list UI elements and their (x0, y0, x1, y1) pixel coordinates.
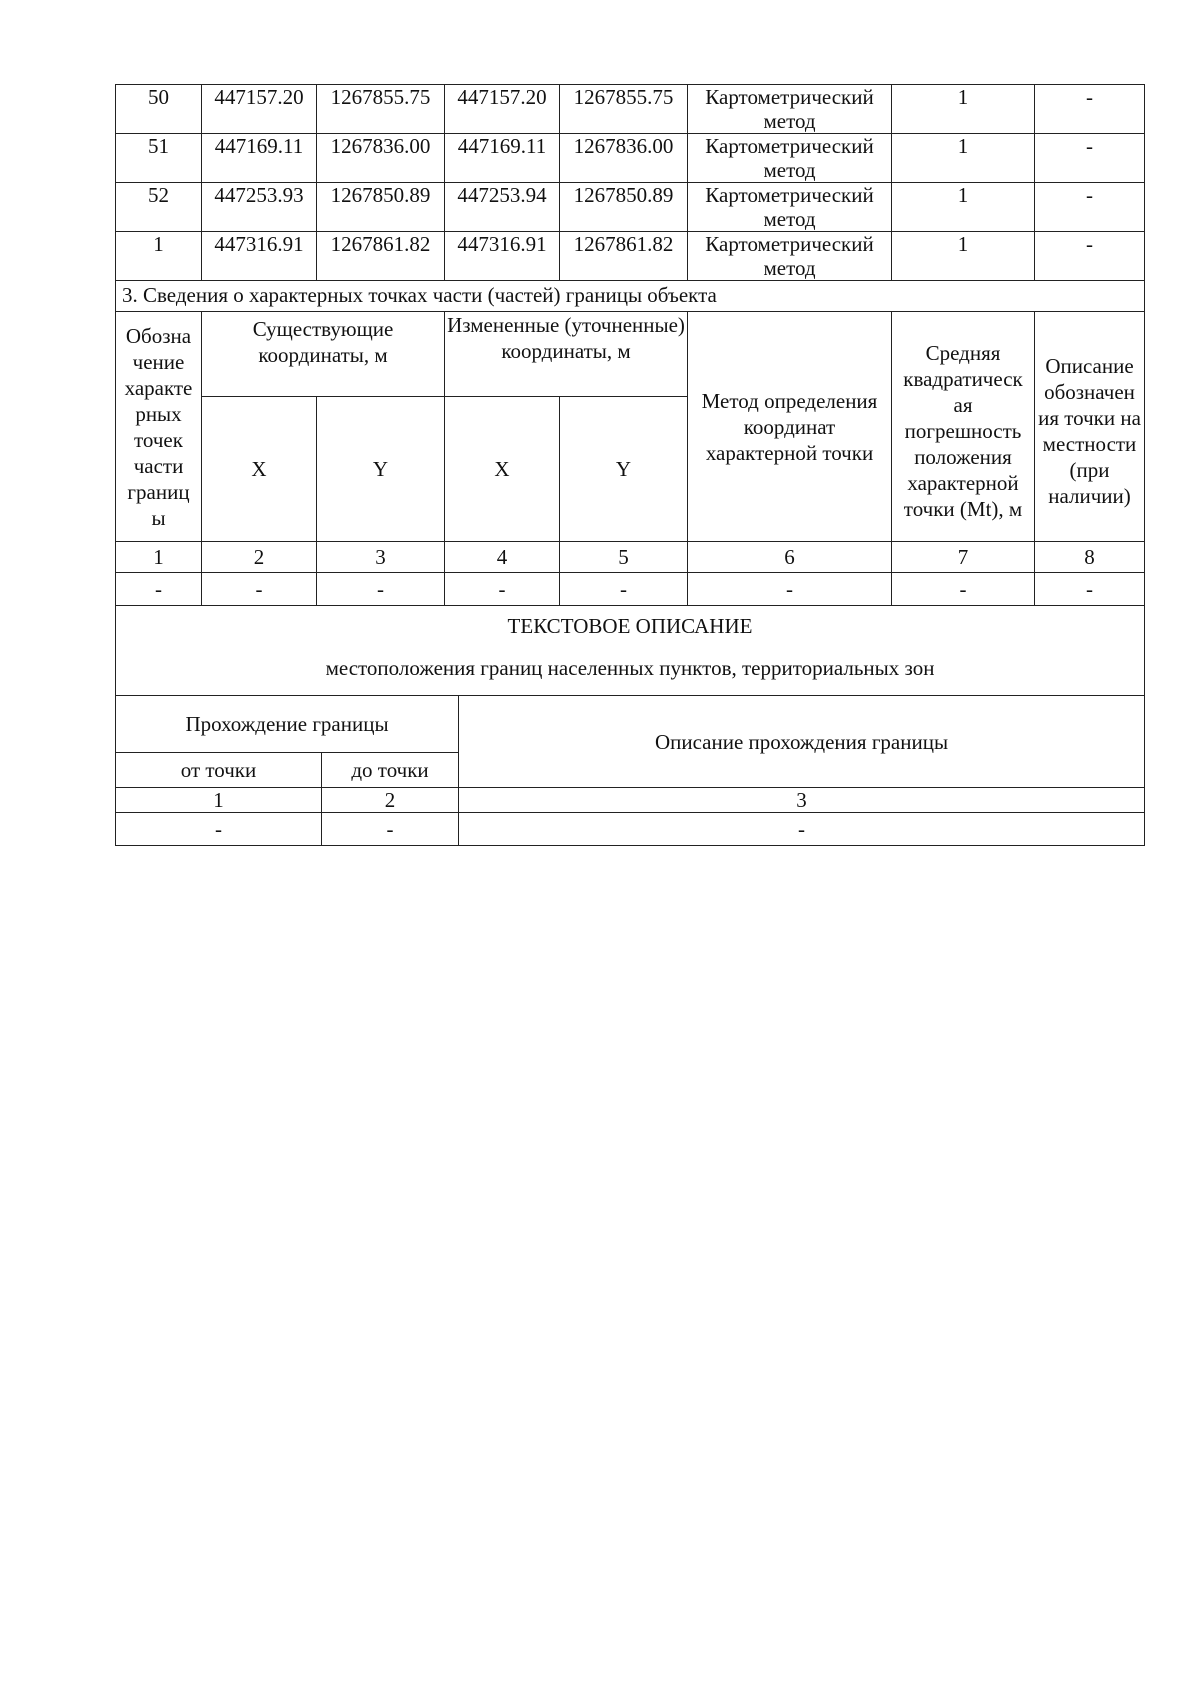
index-cell: 8 (1035, 542, 1145, 573)
section-3-title: 3. Сведения о характерных точках части (частей) границы объекта (116, 281, 1145, 312)
empty-data-row (116, 573, 1145, 606)
x-existing-cell: 447157.20 (202, 85, 317, 134)
index-cell: 5 (560, 542, 688, 573)
description-cell: - (1035, 232, 1145, 281)
index-cell: 2 (322, 788, 459, 813)
accuracy-cell: 1 (892, 85, 1035, 134)
x-changed-cell: 447169.11 (445, 134, 560, 183)
header-existing-coordinates: Существующие координаты, м (202, 312, 445, 397)
empty-cell: - (459, 813, 1145, 846)
section-3-title-row (116, 281, 1145, 312)
header-description: Описание обозначен ия точки на местности (при наличии) (1035, 312, 1145, 542)
text-description-title: ТЕКСТОВОЕ ОПИСАНИЕ (507, 614, 753, 638)
y-existing-cell: 1267850.89 (317, 183, 445, 232)
accuracy-cell: 1 (892, 232, 1035, 281)
from-point-header: от точки (116, 753, 322, 788)
boundary-description-header: Описание прохождения границы (459, 696, 1145, 788)
accuracy-cell: 1 (892, 183, 1035, 232)
point-id-cell: 1 (116, 232, 202, 281)
point-id-cell: 52 (116, 183, 202, 232)
accuracy-cell: 1 (892, 134, 1035, 183)
header-y-changed: Y (560, 397, 688, 542)
y-changed-cell: 1267855.75 (560, 85, 688, 134)
x-existing-cell: 447169.11 (202, 134, 317, 183)
boundary-passage-header: Прохождение границы (116, 696, 459, 753)
to-point-header: до точки (322, 753, 459, 788)
empty-cell: - (1035, 573, 1145, 606)
index-cell: 7 (892, 542, 1035, 573)
method-cell: Картометрический метод (688, 183, 892, 232)
index-cell: 2 (202, 542, 317, 573)
text-description-subtitle: местоположения границ населенных пунктов, территориальных зон (325, 656, 935, 680)
method-cell: Картометрический метод (688, 85, 892, 134)
document-page (115, 84, 1144, 846)
y-changed-cell: 1267836.00 (560, 134, 688, 183)
index-cell: 3 (317, 542, 445, 573)
header-changed-coordinates: Измененные (уточненные) координаты, м (445, 312, 688, 397)
point-id-cell: 50 (116, 85, 202, 134)
y-changed-cell: 1267861.82 (560, 232, 688, 281)
header-row-top (116, 312, 1145, 397)
y-existing-cell: 1267861.82 (317, 232, 445, 281)
column-index-row (116, 542, 1145, 573)
index-cell: 3 (459, 788, 1145, 813)
table-row (116, 85, 1145, 134)
table-row (116, 134, 1145, 183)
point-rows (116, 85, 1145, 281)
index-cell: 1 (116, 788, 322, 813)
table-row (116, 183, 1145, 232)
header-x-changed: X (445, 397, 560, 542)
method-cell: Картометрический метод (688, 232, 892, 281)
y-existing-cell: 1267855.75 (317, 85, 445, 134)
empty-cell: - (116, 813, 322, 846)
description-cell: - (1035, 85, 1145, 134)
x-existing-cell: 447316.91 (202, 232, 317, 281)
x-changed-cell: 447316.91 (445, 232, 560, 281)
header-y-existing: Y (317, 397, 445, 542)
y-existing-cell: 1267836.00 (317, 134, 445, 183)
y-changed-cell: 1267850.89 (560, 183, 688, 232)
header-method: Метод определения координат характерной точки (688, 312, 892, 542)
empty-cell: - (892, 573, 1035, 606)
point-id-cell: 51 (116, 134, 202, 183)
boundary-table (115, 695, 1145, 846)
header-designation: Обозна чение характе рных точек части границ ы (116, 312, 202, 542)
boundary-empty-row (116, 813, 1145, 846)
method-cell: Картометрический метод (688, 134, 892, 183)
empty-cell: - (560, 573, 688, 606)
text-description-cell (116, 606, 1145, 697)
index-cell: 1 (116, 542, 202, 573)
description-cell: - (1035, 183, 1145, 232)
boundary-index-row (116, 788, 1145, 813)
x-changed-cell: 447253.94 (445, 183, 560, 232)
table-row (116, 232, 1145, 281)
empty-cell: - (202, 573, 317, 606)
index-cell: 6 (688, 542, 892, 573)
header-accuracy: Средняя квадратическ ая погрешность положения характерной точки (Mt), м (892, 312, 1035, 542)
description-cell: - (1035, 134, 1145, 183)
text-description-row (116, 606, 1145, 697)
coordinates-table (115, 84, 1145, 696)
empty-cell: - (322, 813, 459, 846)
header-x-existing: X (202, 397, 317, 542)
empty-cell: - (688, 573, 892, 606)
index-cell: 4 (445, 542, 560, 573)
x-existing-cell: 447253.93 (202, 183, 317, 232)
boundary-header-row (116, 696, 1145, 753)
x-changed-cell: 447157.20 (445, 85, 560, 134)
empty-cell: - (116, 573, 202, 606)
empty-cell: - (445, 573, 560, 606)
empty-cell: - (317, 573, 445, 606)
